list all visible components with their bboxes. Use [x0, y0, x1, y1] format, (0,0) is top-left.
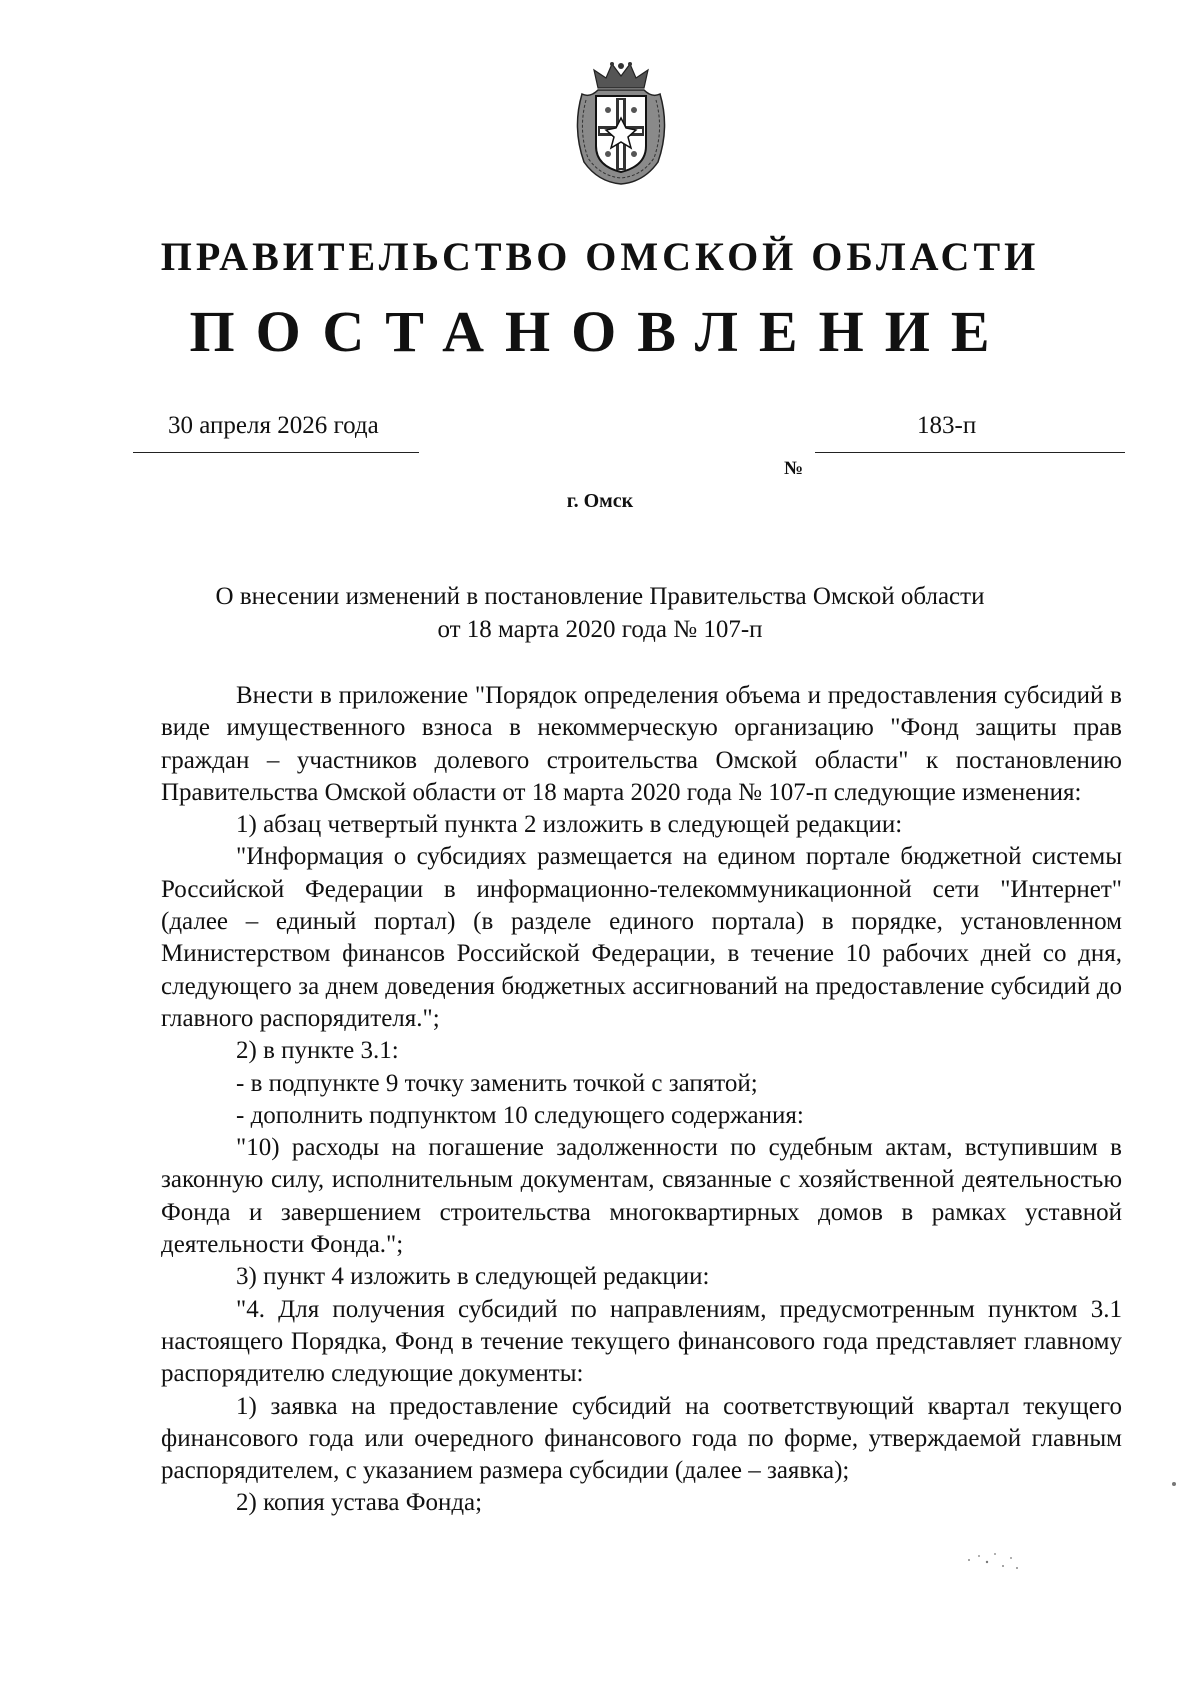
- quoted-text-3: "4. Для получения субсидий по направлениям, предусмотренным пунктом 3.1 настоящего Порядка, Фонд в течение текущего финансового года представляет главному распорядителю следующие документы:: [161, 1295, 1122, 1388]
- sub-item-1: 1) заявка на предоставление субсидий на соответствующий квартал текущего финансового года или очередного финансового года по форме, утверждаемой главным распорядителем, с указанием размера субсидии (далее – заявка);: [161, 1392, 1122, 1485]
- document-type-heading: ПОСТАНОВЛЕНИЕ: [189, 299, 1011, 364]
- scan-speck: [1172, 1482, 1176, 1486]
- sub-item-2: 2) копия устава Фонда;: [236, 1489, 483, 1517]
- amendment-item-1: 1) абзац четвертый пункта 2 изложить в следующей редакции:: [236, 811, 903, 839]
- amendment-item-3: 3) пункт 4 изложить в следующей редакции:: [236, 1263, 710, 1291]
- document-title: [0, 580, 1200, 646]
- city-label: г. Омск: [566, 490, 634, 512]
- quoted-text-2: "10) расходы на погашение задолженности по судебным актам, вступившим в законную силу, исполнительным документам, связанные с хозяйственной деятельностью Фонда и завершением строительства многоквартирных домов в рамках уставной деятельности Фонда.";: [161, 1134, 1122, 1259]
- quoted-text-1: "Информация о субсидиях размещается на едином портале бюджетной системы Российской Федерации в информационно-телекоммуникационной сети "Интернет" (далее – единый портал) (в разделе единого портала) в порядке, установленном Министерством финансов Российской Федерации, в течение 10 рабочих дней со дня, следующего за днем доведения бюджетных ассигнований на предоставление субсидий до главного распорядителя.";: [161, 843, 1122, 1032]
- number-field: [815, 412, 1125, 453]
- title-line-2: от 18 марта 2020 года № 107-п: [437, 616, 763, 643]
- amendment-item-2: 2) в пункте 3.1:: [236, 1037, 399, 1065]
- number-sign: №: [784, 458, 804, 479]
- title-line-1: О внесении изменений в постановление Правительства Омской области: [215, 583, 985, 610]
- document-body: [161, 680, 1122, 1520]
- coat-of-arms-icon: [568, 58, 674, 186]
- date-field: [133, 412, 419, 453]
- organization-heading: ПРАВИТЕЛЬСТВО ОМСКОЙ ОБЛАСТИ: [160, 234, 1040, 279]
- scan-noise: [965, 1548, 1025, 1578]
- document-number: 183-п: [917, 412, 977, 439]
- intro-paragraph: Внести в приложение "Порядок определения объема и предоставления субсидий в виде имущественного взноса в некоммерческую организацию "Фонд защиты прав граждан – участников долевого строительства Омской области" к постановлению Правительства Омской области от 18 марта 2020 года № 107-п следующие изменения:: [161, 682, 1122, 806]
- amendment-item-2b: - дополнить подпунктом 10 следующего содержания:: [236, 1101, 804, 1129]
- amendment-item-2a: - в подпункте 9 точку заменить точкой с запятой;: [236, 1069, 758, 1097]
- document-date: 30 апреля 2026 года: [168, 412, 379, 439]
